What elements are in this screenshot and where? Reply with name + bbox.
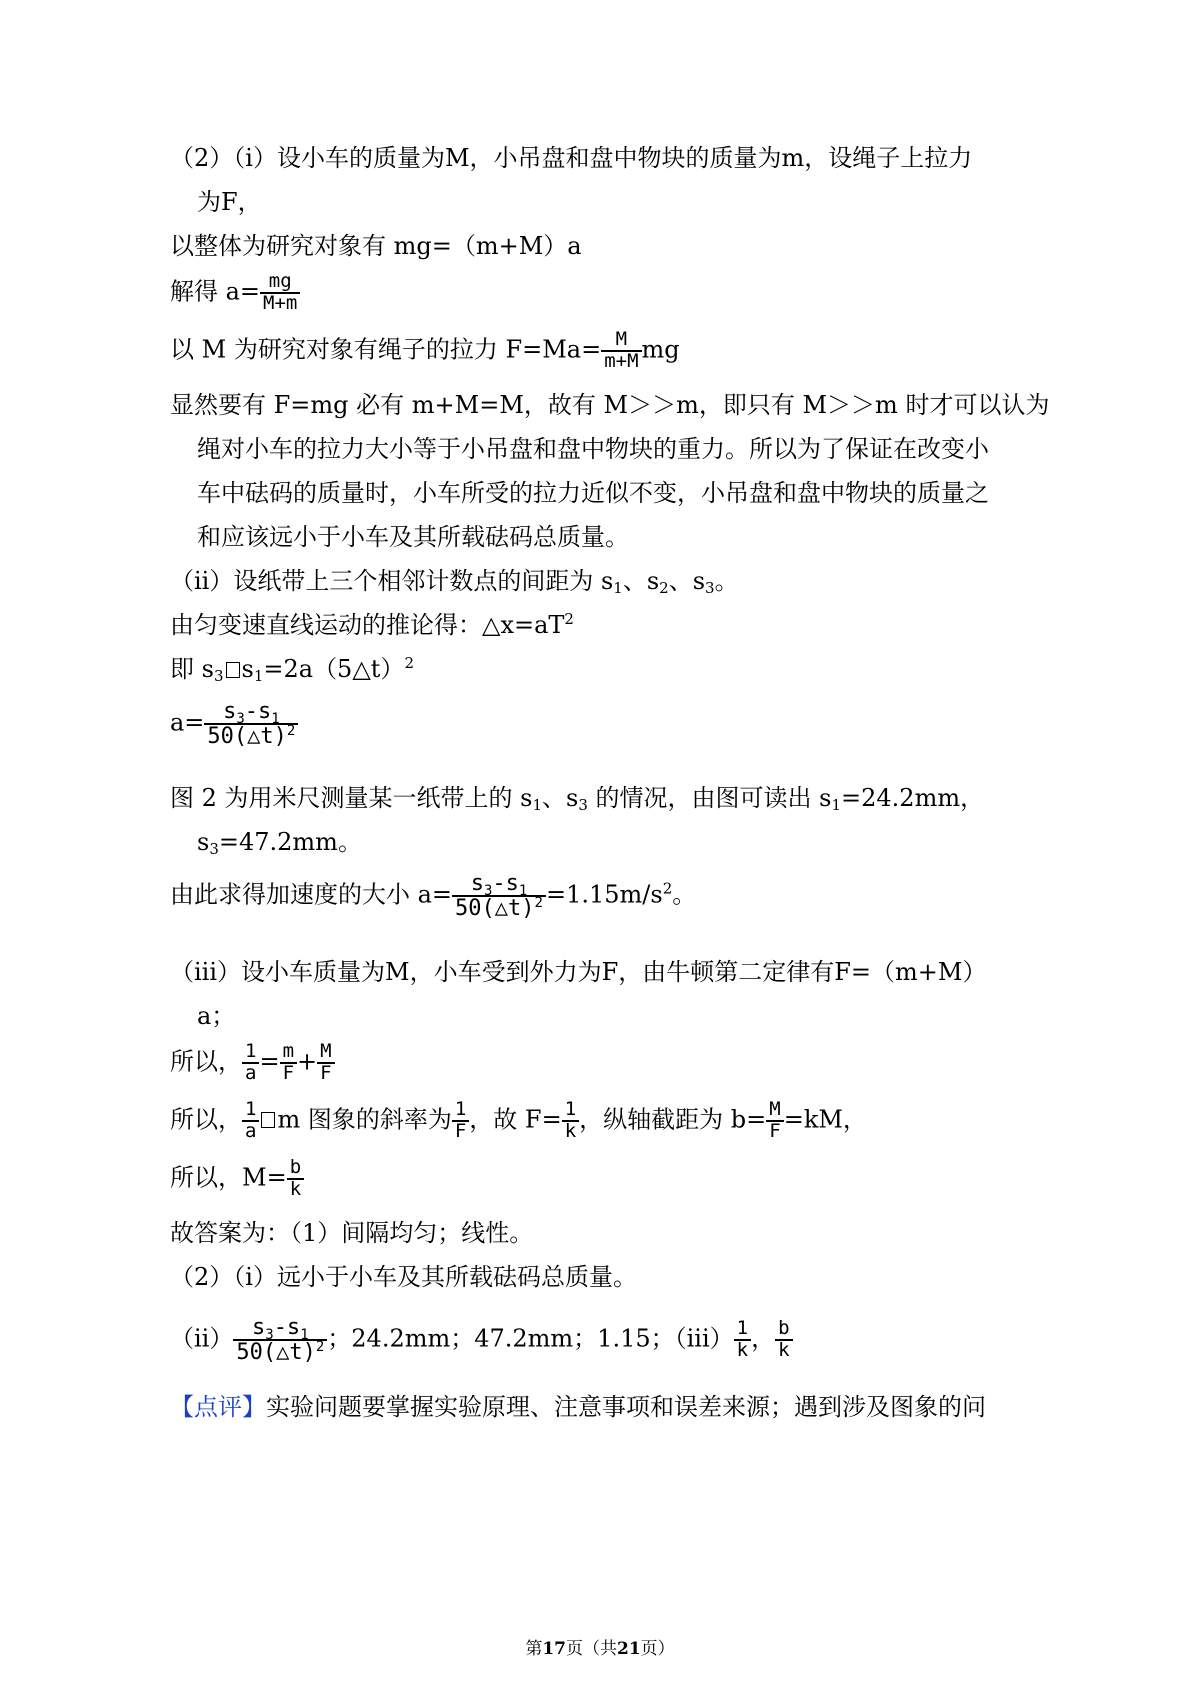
text-line: 图 2 为用米尺测量某一纸带上的 $s_1$、$s_3$ 的情况，由图可读出 $s_1=24.2mm$， bbox=[170, 784, 985, 814]
fraction: $\frac{1}{k}$ bbox=[734, 1319, 751, 1361]
text-line: 由匀变速直线运动的推论得：$\triangle x=aT^2$ bbox=[170, 610, 574, 639]
text-line: 和应该远小于小车及其所载砝码总质量。 bbox=[197, 523, 629, 551]
total-pages: 21 bbox=[617, 1639, 641, 1659]
formula-line: 所以， $\frac{1}{a}$ m 图象的斜率为 $\frac{1}{F}$ ，故 F= $\frac{1}{k}$ ，纵轴截距为 b= $\frac{M}{F}$ =kM， bbox=[170, 1098, 867, 1142]
text-line: 车中砝码的质量时，小车所受的拉力近似不变，小吊盘和盘中物块的质量之 bbox=[197, 479, 989, 507]
fraction: $\frac{1}{a}$ bbox=[242, 1042, 259, 1084]
formula-line: 由此求得加速度的大小 a= $\frac{s_3-s_1}{50(\triangle t)^2}$ $=1.15m/s^2$。 bbox=[170, 871, 697, 922]
text-line: 绳对小车的拉力大小等于小吊盘和盘中物块的重力。所以为了保证在改变小 bbox=[197, 435, 989, 463]
formula-line: 所以，M= $\frac{b}{k}$ bbox=[170, 1158, 304, 1200]
formula-line: a= $\frac{s_3-s_1}{50(\triangle t)^2}$ bbox=[170, 700, 298, 748]
text-line: 为F， bbox=[197, 188, 262, 216]
page-number: 17 bbox=[542, 1639, 566, 1659]
fraction: $\frac{s_3-s_1}{50(\triangle t)^2}$ bbox=[452, 872, 546, 920]
text-line: $s_3=47.2mm$。 bbox=[197, 828, 362, 858]
fraction: $\frac{b}{k}$ bbox=[287, 1158, 304, 1200]
fraction: $\frac{b}{k}$ bbox=[775, 1319, 792, 1361]
text-line: （ii）设纸带上三个相邻计数点的间距为 $s_1$、$s_2$、$s_3$。 bbox=[170, 567, 739, 597]
missing-glyph-box bbox=[226, 662, 240, 678]
fraction: $\frac{1}{k}$ bbox=[562, 1100, 579, 1142]
text-line: 显然要有 F=mg 必有 m+M=M，故有 M＞＞m，即只有 M＞＞m 时才可以认为 bbox=[170, 391, 1050, 419]
text-line: 故答案为：（1）间隔均匀；线性。 bbox=[170, 1219, 534, 1247]
fraction: $\frac{s_3-s_1}{50(\triangle t)^2}$ bbox=[233, 1316, 327, 1364]
fraction: $\frac{m}{F}$ bbox=[280, 1042, 297, 1084]
text-line: （2）（i）远小于小车及其所载砝码总质量。 bbox=[170, 1263, 637, 1291]
fraction: $\frac{mg}{M+m}$ bbox=[260, 272, 300, 314]
text-line: （iii）设小车质量为M，小车受到外力为F，由牛顿第二定律有F=（m+M） bbox=[170, 958, 987, 986]
fraction: $\frac{1}{a}$ bbox=[242, 1100, 259, 1142]
fraction: $\frac{1}{F}$ bbox=[452, 1100, 469, 1142]
page-footer: 第17页（共21页） bbox=[525, 1639, 675, 1659]
fraction: $\frac{M}{m+M}$ bbox=[601, 330, 641, 372]
formula-line: 解得 a= $\frac{mg}{M+m}$ bbox=[170, 272, 300, 314]
fraction: $\frac{M}{F}$ bbox=[317, 1042, 334, 1084]
missing-glyph-box bbox=[261, 1112, 275, 1128]
formula-line: 所以， $\frac{1}{a}$ = $\frac{m}{F}$ + $\frac{M}{F}$ bbox=[170, 1042, 335, 1084]
comment-line: 【点评】实验问题要掌握实验原理、注意事项和误差来源；遇到涉及图象的问 bbox=[170, 1393, 986, 1421]
formula-line: 以 M 为研究对象有绳子的拉力 F=Ma= $\frac{M}{m+M}$ mg bbox=[170, 328, 680, 372]
fraction: $\frac{M}{F}$ bbox=[766, 1100, 783, 1142]
comment-tag: 【点评】 bbox=[170, 1393, 266, 1421]
fraction: $\frac{s_3-s_1}{50(\triangle t)^2}$ bbox=[204, 700, 298, 748]
text-line: （2）（i）设小车的质量为M，小吊盘和盘中物块的质量为m，设绳子上拉力 bbox=[170, 144, 973, 172]
text-line: 即 $s_3$ $s_1=2a(5\triangle t)^2$ bbox=[170, 654, 414, 685]
text-line: a； bbox=[197, 1002, 236, 1030]
text-line: 以整体为研究对象有 mg=（m+M）a bbox=[170, 232, 582, 260]
formula-line: （ii） $\frac{s_3-s_1}{50(\triangle t)^2}$ ；24.2mm；47.2mm；1.15；（iii） $\frac{1}{k}$ ， $\frac{b}{k}$ bbox=[170, 1316, 793, 1364]
